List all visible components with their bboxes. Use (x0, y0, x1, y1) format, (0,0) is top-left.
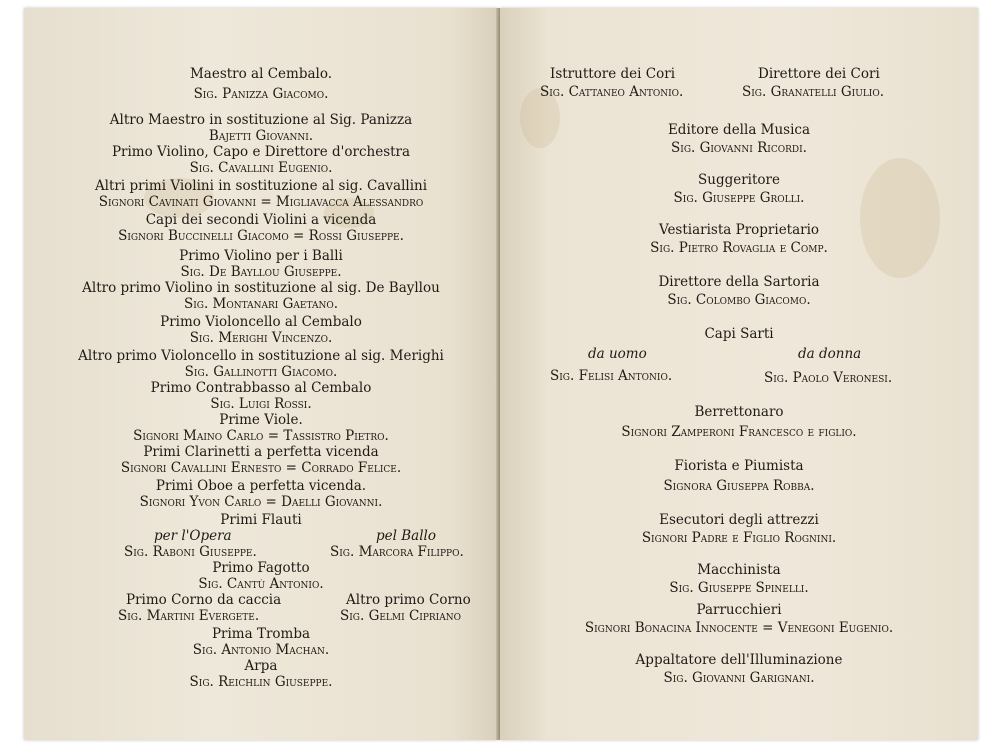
text-line: Altro primo Violino in sostituzione al sig. De Bayllou (82, 280, 440, 296)
text-line: Primo Violoncello al Cembalo (160, 314, 362, 330)
text-line: Primo Contrabbasso al Cembalo (150, 380, 372, 396)
text-line: Sig. Panizza Giacomo. (193, 86, 329, 102)
corno-left-name: Sig. Martini Evergete. (118, 608, 260, 624)
flauti-opera-name: Sig. Raboni Giuseppe. (124, 544, 257, 560)
text-line: Primi Clarinetti a perfetta vicenda (143, 444, 379, 460)
right-page (500, 8, 978, 740)
text-line: Primo Fagotto (212, 560, 310, 576)
text-line: Signora Giuseppa Robba. (663, 478, 815, 494)
text-line: Altro Maestro in sostituzione al Sig. Panizza (109, 112, 413, 128)
text-line: Sig. Montanari Gaetano. (183, 296, 339, 312)
cori-istruttore-name: Sig. Cattaneo Antonio. (540, 84, 684, 100)
text-line: Capi Sarti (704, 326, 774, 342)
text-line: Signori Padre e Figlio Rognini. (641, 530, 837, 546)
text-line: Primi Oboe a perfetta vicenda. (155, 478, 367, 494)
text-line: Signori Buccinelli Giacomo = Rossi Giuseppe. (118, 228, 404, 244)
text-line: Sig. Cavallini Eugenio. (189, 160, 333, 176)
text-line: Appaltatore dell'Illuminazione (635, 652, 843, 668)
text-line: Arpa (244, 658, 278, 674)
text-line: Sig. Pietro Rovaglia e Comp. (650, 240, 828, 256)
text-line: Vestiarista Proprietario (658, 222, 820, 238)
text-line: Sig. Giuseppe Spinelli. (669, 580, 809, 596)
text-line: Direttore della Sartoria (658, 274, 820, 290)
text-line: Sig. Merighi Vincenzo. (189, 330, 333, 346)
text-line: Maestro al Cembalo. (189, 66, 333, 82)
text-line: Altro primo Violoncello in sostituzione al sig. Merighi (78, 348, 444, 364)
text-line: Prima Tromba (211, 626, 311, 642)
text-line: Sig. Gallinotti Giacomo. (184, 364, 338, 380)
text-line: Sig. Luigi Rossi. (210, 396, 312, 412)
left-page (24, 8, 498, 740)
text-line: Primo Violino per i Balli (179, 248, 343, 264)
cori-direttore-heading: Direttore dei Cori (758, 66, 880, 82)
flauti-ballo-heading: pel Ballo (376, 528, 436, 544)
text-line: Signori Cavinati Giovanni = Migliavacca Alessandro (98, 194, 424, 210)
text-line: Prime Viole. (219, 412, 303, 428)
text-line: Signori Yvon Carlo = Daelli Giovanni. (139, 494, 383, 510)
text-line: Primo Violino, Capo e Direttore d'orchestra (111, 144, 411, 160)
text-line: Altri primi Violini in sostituzione al sig. Cavallini (94, 178, 428, 194)
text-line: Esecutori degli attrezzi (659, 512, 819, 528)
sarti-uomo-name: Sig. Felisi Antonio. (550, 368, 673, 384)
corno-right-name: Sig. Gelmi Cipriano (340, 608, 461, 624)
text-line: Sig. Colombo Giacomo. (667, 292, 811, 308)
text-line: Signori Maino Carlo = Tassistro Pietro. (133, 428, 389, 444)
text-line: Sig. Giovanni Ricordi. (671, 140, 807, 156)
sarti-uomo-heading: da uomo (588, 346, 647, 362)
flauti-ballo-name: Sig. Marcora Filippo. (330, 544, 464, 560)
sarti-donna-heading: da donna (798, 346, 862, 362)
text-line: Editore della Musica (667, 122, 811, 138)
flauti-opera-heading: per l'Opera (154, 528, 232, 544)
text-line: Macchinista (697, 562, 781, 578)
cori-direttore-name: Sig. Granatelli Giulio. (742, 84, 885, 100)
text-line: Signori Cavallini Ernesto = Corrado Felice. (120, 460, 402, 476)
text-line: Sig. Antonio Machan. (192, 642, 330, 658)
text-line: Bajetti Giovanni. (208, 128, 314, 144)
sarti-donna-name: Sig. Paolo Veronesi. (764, 370, 893, 386)
text-line: Sig. De Bayllou Giuseppe. (180, 264, 342, 280)
corno-left-heading: Primo Corno da caccia (126, 592, 282, 608)
text-line: Capi dei secondi Violini a vicenda (145, 212, 377, 228)
text-line: Berrettonaro (694, 404, 784, 420)
text-line: Sig. Giovanni Garignani. (663, 670, 815, 686)
text-line: Suggeritore (698, 172, 780, 188)
cori-istruttore-heading: Istruttore dei Cori (550, 66, 676, 82)
text-line: Sig. Cantù Antonio. (198, 576, 324, 592)
text-line: Primi Flauti (220, 512, 302, 528)
text-line: Parrucchieri (696, 602, 782, 618)
corno-right-heading: Altro primo Corno (346, 592, 471, 608)
text-line: Signori Bonacina Innocente = Venegoni Eugenio. (584, 620, 894, 636)
text-line: Sig. Reichlin Giuseppe. (189, 674, 333, 690)
text-line: Signori Zamperoni Francesco e figlio. (621, 424, 857, 440)
text-line: Fiorista e Piumista (674, 458, 804, 474)
text-line: Sig. Giuseppe Grolli. (673, 190, 805, 206)
